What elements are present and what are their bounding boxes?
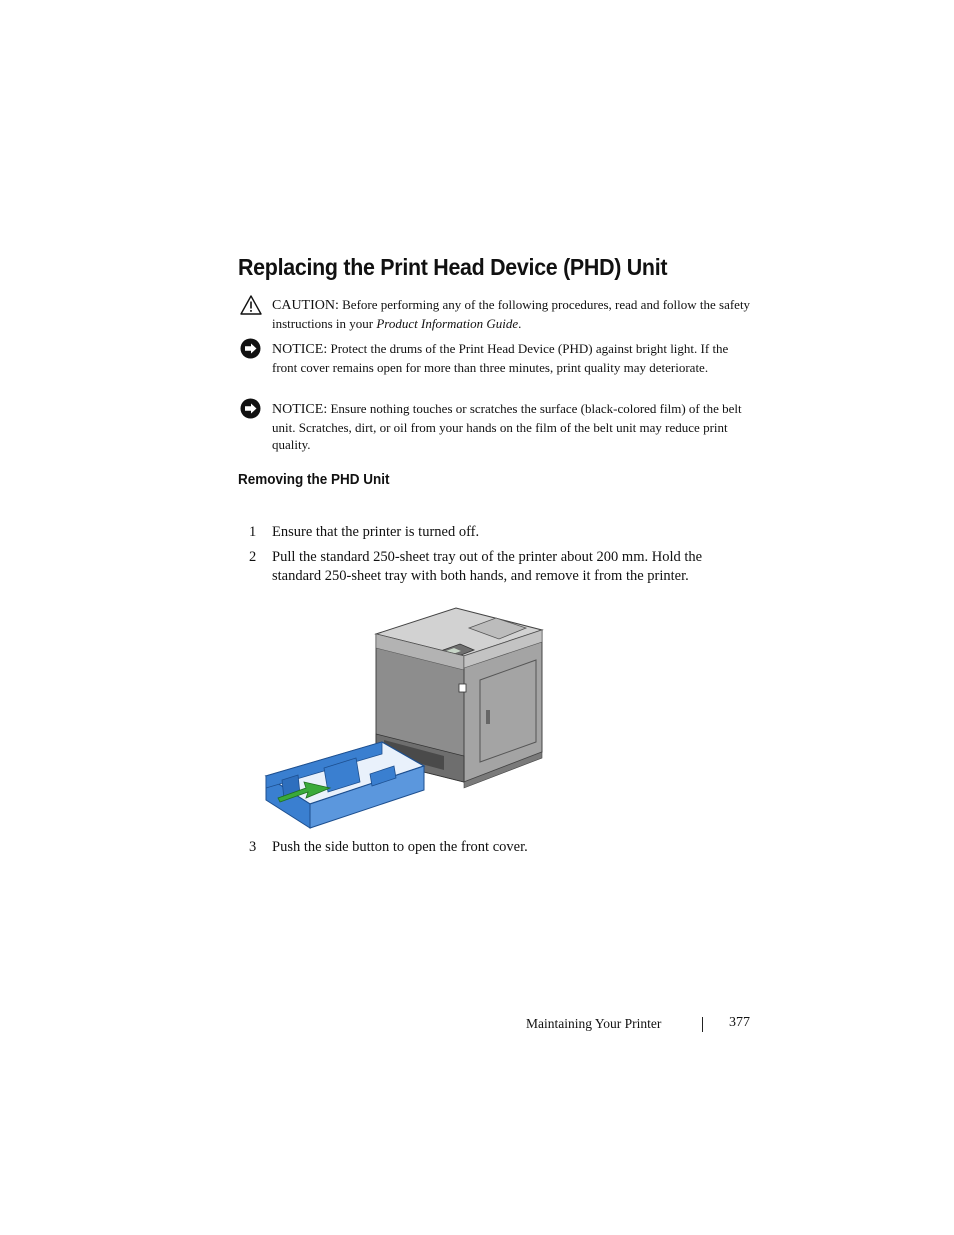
notice-label: NOTICE:	[272, 402, 328, 417]
caution-notice	[272, 296, 752, 332]
step-text: Ensure that the printer is turned off.	[272, 524, 480, 540]
caution-text-end: .	[518, 315, 522, 331]
caution-text: Before performing any of the following procedures, read and follow the safety instructions in your	[272, 297, 751, 331]
step-text: Pull the standard 250-sheet tray out of the printer about 200 mm. Hold the standard 250-sheet tray with both hands, and remove it from the printer.	[272, 549, 703, 584]
section-subtitle: Removing the PHD Unit	[238, 471, 390, 488]
page-number: 377	[729, 1015, 750, 1030]
step-number: 2	[249, 549, 257, 565]
notice-label: NOTICE:	[272, 342, 328, 357]
printer-tray-illustration	[264, 604, 546, 839]
step-number: 3	[249, 839, 257, 855]
notice-circle-icon	[240, 338, 261, 364]
caution-label: CAUTION:	[272, 298, 339, 313]
caution-triangle-icon	[240, 295, 262, 320]
notice-text: Ensure nothing touches or scratches the surface (black-colored film) of the belt unit. Scratches, dirt, or oil from your hands on the film of the belt unit may reduce print quality.	[272, 401, 742, 452]
footer-divider	[702, 1017, 703, 1032]
notice-light	[272, 340, 752, 376]
step-number: 1	[249, 524, 257, 540]
step-text: Push the side button to open the front cover.	[272, 839, 528, 855]
footer-section-title: Maintaining Your Printer	[526, 1016, 662, 1031]
notice-text: Protect the drums of the Print Head Device (PHD) against bright light. If the front cover remains open for more than three minutes, print quality may deteriorate.	[272, 341, 729, 375]
notice-circle-icon	[240, 398, 261, 424]
notice-belt	[272, 400, 752, 454]
page-title: Replacing the Print Head Device (PHD) Unit	[238, 254, 668, 280]
guide-title: Product Information Guide	[376, 315, 519, 331]
